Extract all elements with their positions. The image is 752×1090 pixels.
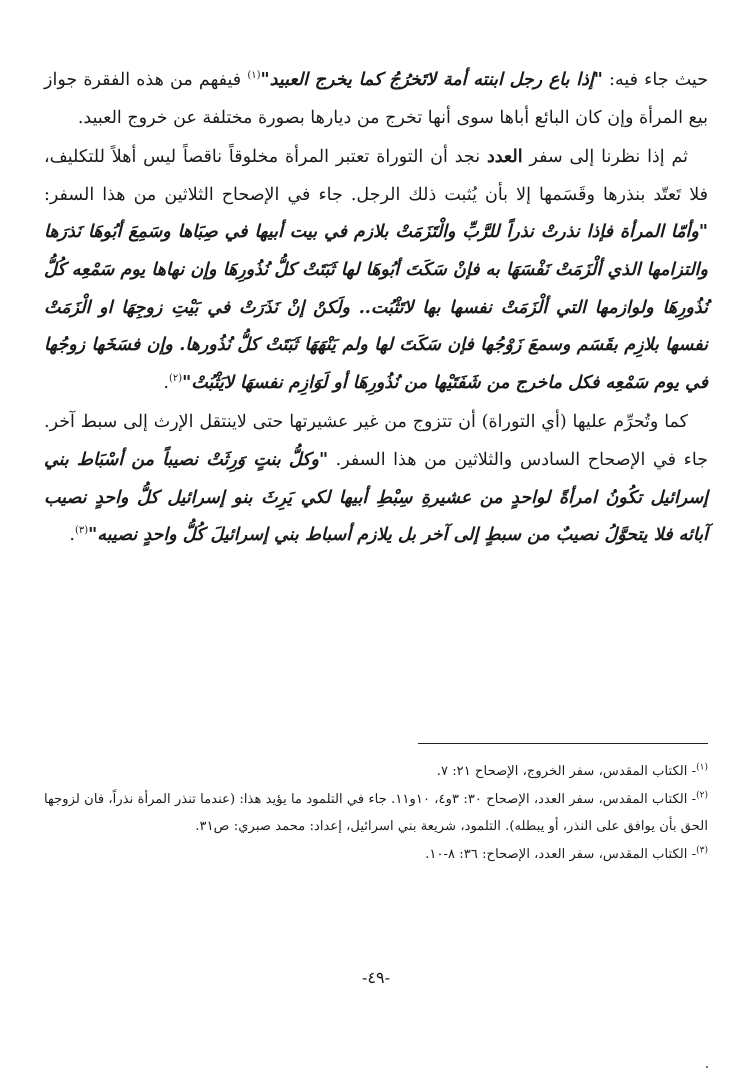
page-number: -٤٩- <box>362 968 390 987</box>
scan-speck <box>706 1066 708 1068</box>
footnote-1 <box>44 758 708 786</box>
footnote-1-text: - الكتاب المقدس، سفر الخروج، الإصحاح ٢١: ٧. <box>436 764 697 779</box>
paragraph-1 <box>44 62 708 137</box>
paragraph-2-lead: ثم إذا نظرنا إلى سفر <box>522 147 688 168</box>
quote-1: "إذا باع رجل ابنته أمة لاتَخرُجُ كما يخرج العبيد" <box>260 70 603 90</box>
footnotes <box>44 758 708 868</box>
footnote-3-text: - الكتاب المقدس، سفر العدد، الإصحاح: ٣٦: ٨-١٠. <box>425 846 697 862</box>
paragraph-1-lead: حيث جاء فيه: <box>602 70 709 90</box>
paragraph-3-lead: كما وتُحرِّم عليها (أي التوراة) أن تتزوج من غير عشيرتها حتى لاينتقل الإرث إلى سبط آخر. جاء في الإصحاح السادس والثلاثين من هذا السفر. <box>44 412 708 470</box>
footnote-ref-3: (٣) <box>74 525 89 537</box>
quote-2: "وأمّا المرأة فإذا نذرتْ نذراً للرَّبِّ والْتَزَمَتْ بلازم في بيت أبيها في صِبَاها وسَمِعَ أبُوهَا نَذرَها والتزامها الذي ألْزَمَتْ نَفْسَهَا به فإنْ سَكَتَ أبُوهَا لها ثَبَتَتْ كلُّ نُذُورِهَا وإن نهاها يوم سَمْعِه كُلُّ نُذُورِهَا ولوازمها التي ألْزَمَتْ نفسها بها لاتَثْبُت.. ولَكنْ إنْ نَذَرَتْ في بَيْتِ زوجِهَا او الْزَمَتْ نفسها بلازِم بقَسَم وسمعَ زَوْجُها فإن سَكَتَ لها ولم يَنْهَهَا ثَبَتَتْ كلُّ نُذُورها. وإن فسَخَها زوجُها في يوم سَمْعِه فكل ماخرج من شَفَتَيْها من نُذُورِهَا أو لَوَازِم نفسهَا لايَثْبُتْ" <box>44 222 708 393</box>
footnote-2-text: - الكتاب المقدس، سفر العدد، الإصحاح ٣٠: ٣و٤، ١٠و١١. جاء في التلمود ما يؤيد هذا: (عندما تنذر المرأة نذراً، فان لزوجها الحق بأن يوافق على النذر، أو يبطله). التلمود، شريعة بني اسرائيل، إعداد: محمد صبري: ص٣١. <box>44 791 708 835</box>
footnote-3-number: (٣) <box>696 845 708 856</box>
paragraph-2-end: . <box>163 372 169 393</box>
footnote-2 <box>44 786 708 841</box>
footnote-separator <box>418 743 708 744</box>
paragraph-2 <box>44 139 708 402</box>
footnote-3 <box>44 841 708 869</box>
footnote-ref-2: (٢) <box>168 372 183 384</box>
footnote-ref-1: (١) <box>247 70 261 82</box>
paragraph-2-mid: نجد أن التوراة تعتبر المرأة مخلوقاً ناقصاً ليس أهلاً للتكليف، فلا تَعتّد بنذرها وقَسَمها إلا بأن يُثبت ذلك الرجل. جاء في الإصحاح الثلاثين من هذا السفر: <box>44 147 708 205</box>
footnote-1-number: (١) <box>696 762 708 773</box>
paragraph-1-rest: فيفهم من هذه الفقرة جواز بيع المرأة وإن كان البائع أباها سوى أنها تخرج من ديارها بصورة مختلفة عن خروج العبيد. <box>44 70 708 128</box>
main-text <box>44 62 708 555</box>
paragraph-2-bold-word: العدد <box>486 147 523 168</box>
paragraph-3-end: . <box>69 525 75 546</box>
quote-3: "وكلُّ بنتٍ وَرِثَتْ نصيباً من أسْبَاط بني إسرائيل تكُونُ امرأةً لواحدٍ من عشيرةِ سِبْطِ أبيها لكي يَرِثَ بنو إسرائيل كلُّ واحدٍ نصيب آبائه فلا يتحوَّلُ نصيبٌ من سبطٍ إلى آخر بل يلازم أسباط بني إسرائيلَ كُلُّ واحدٍ نصيبه" <box>44 449 708 546</box>
paragraph-3 <box>44 404 708 554</box>
footnote-2-number: (٢) <box>696 790 708 801</box>
